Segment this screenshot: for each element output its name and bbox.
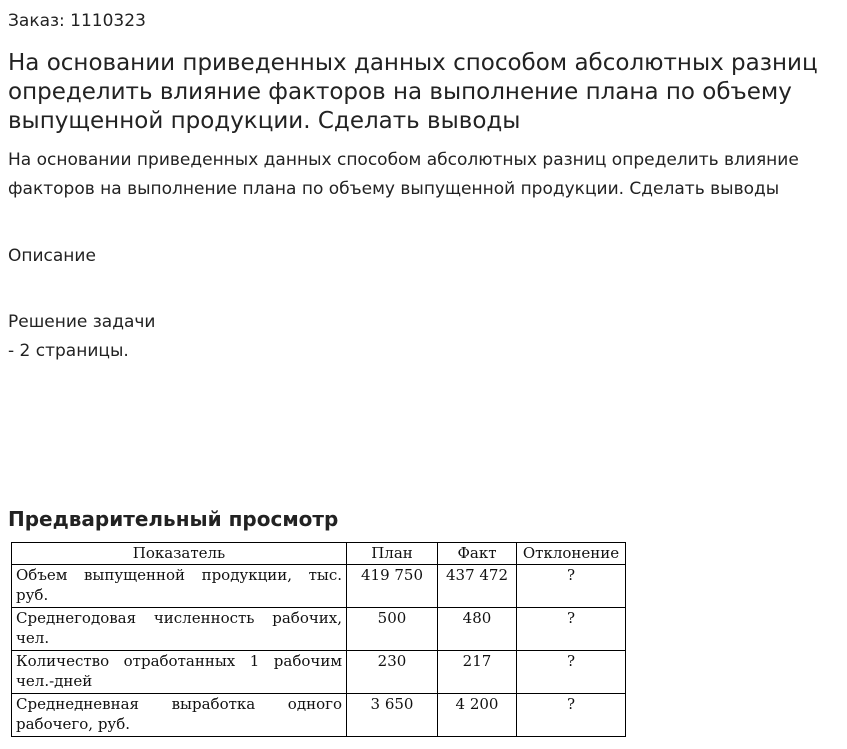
cell-plan: 3 650 — [347, 694, 438, 737]
header-fact: Факт — [438, 543, 517, 565]
table-row — [12, 651, 626, 694]
header-indicator: Показатель — [12, 543, 347, 565]
description-label: Описание — [8, 246, 96, 266]
table-row — [12, 608, 626, 651]
cell-plan: 419 750 — [347, 565, 438, 608]
solution-pages: - 2 страницы. — [8, 341, 129, 361]
cell-indicator: Объем выпущенной продукции, тыс. руб. — [12, 565, 347, 608]
cell-indicator: Среднедневная выработка одного рабочего, руб. — [12, 694, 347, 737]
table-row — [12, 694, 626, 737]
cell-deviation: ? — [517, 694, 626, 737]
preview-heading: Предварительный просмотр — [8, 507, 339, 531]
cell-indicator: Количество отработанных 1 рабочим чел.-дней — [12, 651, 347, 694]
order-number: Заказ: 1110323 — [8, 11, 146, 31]
table-row — [12, 565, 626, 608]
cell-fact: 437 472 — [438, 565, 517, 608]
header-plan: План — [347, 543, 438, 565]
solution-info — [8, 308, 155, 366]
page-title: На основании приведенных данных способом абсолютных разниц определить влияние факторов на выполнение плана по объему выпущенной продукции. Сделать выводы — [8, 50, 818, 134]
header-deviation: Отклонение — [517, 543, 626, 565]
cell-plan: 500 — [347, 608, 438, 651]
cell-deviation: ? — [517, 608, 626, 651]
cell-fact: 217 — [438, 651, 517, 694]
solution-type: Решение задачи — [8, 312, 156, 332]
cell-plan: 230 — [347, 651, 438, 694]
table-header-row — [12, 543, 626, 565]
cell-fact: 4 200 — [438, 694, 517, 737]
cell-indicator: Среднегодовая численность рабочих, чел. — [12, 608, 347, 651]
cell-deviation: ? — [517, 651, 626, 694]
task-description: На основании приведенных данных способом абсолютных разниц определить влияние факторов на выполнение плана по объему выпущенной продукции. Сделать выводы — [8, 150, 799, 199]
preview-table — [11, 542, 626, 737]
cell-deviation: ? — [517, 565, 626, 608]
cell-fact: 480 — [438, 608, 517, 651]
